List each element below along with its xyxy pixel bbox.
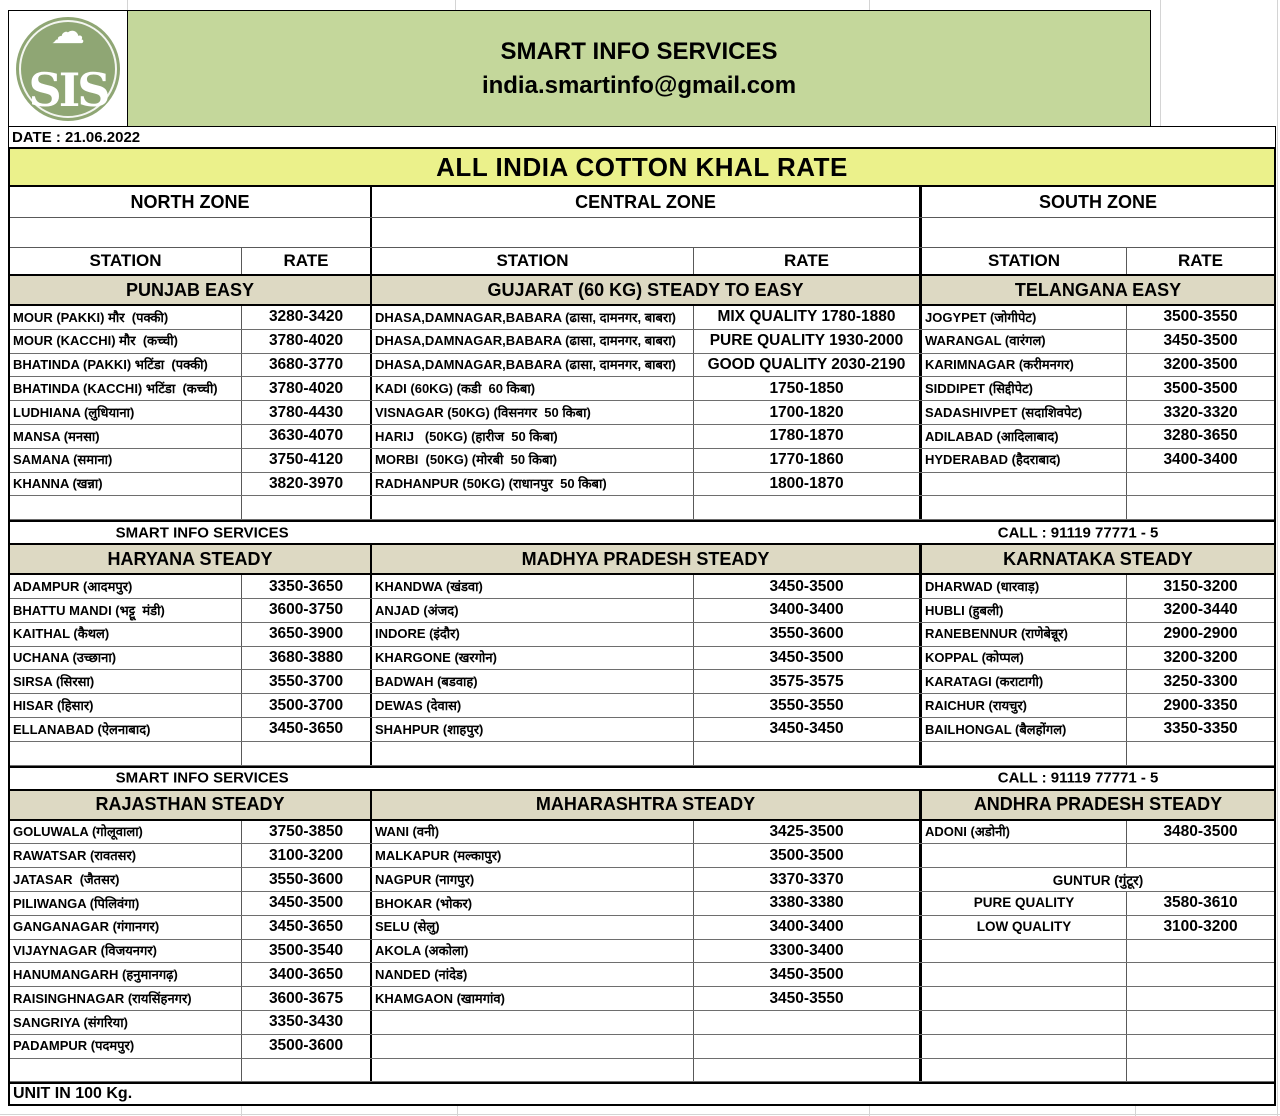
rate-cell bbox=[242, 496, 372, 519]
rate-cell bbox=[694, 496, 922, 519]
rate-cell: 3380-3380 bbox=[694, 892, 922, 915]
rate-cell: 1770-1860 bbox=[694, 449, 922, 472]
rate-cell: 3280-3650 bbox=[1163, 427, 1238, 445]
station-cell bbox=[10, 1059, 242, 1082]
station-cell: KHARGONE (खरगोन) bbox=[372, 647, 694, 670]
station-cell bbox=[922, 940, 1127, 963]
table-row bbox=[10, 940, 1274, 964]
letterhead-text bbox=[128, 11, 1150, 126]
rate-cell: 3780-4020 bbox=[242, 377, 372, 400]
rate-cell: 3200-3500 bbox=[1163, 355, 1238, 373]
spreadsheet-gridline bbox=[1277, 0, 1278, 1116]
station-cell: SADASHIVPET (सदाशिवपेट) bbox=[922, 401, 1127, 424]
section-header-row bbox=[10, 545, 1274, 575]
station-cell: BADWAH (बडवाह) bbox=[372, 670, 694, 693]
rate-cell bbox=[1127, 844, 1274, 867]
table-row bbox=[10, 1011, 1274, 1035]
rate-cell: 3575-3575 bbox=[694, 670, 922, 693]
rate-cell: 3450-3450 bbox=[694, 718, 922, 741]
spacer-row bbox=[10, 218, 1274, 248]
station-cell: KHANDWA (खंडवा) bbox=[372, 575, 694, 598]
rate-cell: 3450-3500 bbox=[694, 647, 922, 670]
rate-cell: 3580-3610 bbox=[1163, 894, 1238, 912]
station-cell bbox=[922, 987, 1127, 1010]
table-row bbox=[10, 306, 1274, 330]
station-cell: BHATINDA (KACCHI) भटिंडा (कच्ची) bbox=[10, 377, 242, 400]
rate-cell: 3500-3500 bbox=[1163, 379, 1238, 397]
section-title: MAHARASHTRA STEADY bbox=[372, 791, 922, 819]
rate-cell: 3300-3400 bbox=[694, 940, 922, 963]
rate-cell: 3450-3500 bbox=[694, 575, 922, 598]
zone-header-row bbox=[10, 187, 1274, 218]
rate-cell: PURE QUALITY 1930-2000 bbox=[694, 330, 922, 353]
table-row bbox=[10, 987, 1274, 1011]
station-cell: GANGANAGAR (गंगानगर) bbox=[10, 916, 242, 939]
station-cell bbox=[10, 496, 242, 519]
rate-cell bbox=[242, 1059, 372, 1082]
spacer-cell bbox=[372, 218, 922, 247]
section-header-row bbox=[10, 791, 1274, 821]
rate-cell: MIX QUALITY 1780-1880 bbox=[694, 306, 922, 329]
company-email: india.smartinfo@gmail.com bbox=[481, 71, 797, 99]
station-cell bbox=[372, 742, 694, 765]
promo-row bbox=[10, 766, 1274, 791]
station-cell: PILIWANGA (पिलिवंगा) bbox=[10, 892, 242, 915]
rate-cell bbox=[1127, 1059, 1274, 1082]
station-cell: SELU (सेलु) bbox=[372, 916, 694, 939]
station-cell bbox=[922, 1059, 1127, 1082]
spreadsheet-gridline bbox=[869, 0, 870, 10]
rate-cell: 1750-1850 bbox=[694, 377, 922, 400]
rate-cell: 3400-3400 bbox=[694, 916, 922, 939]
sis-logo-icon bbox=[16, 12, 120, 121]
rate-cell: 3350-3350 bbox=[1163, 720, 1238, 738]
table-row bbox=[10, 670, 1274, 694]
station-cell: GOLUWALA (गोलूवाला) bbox=[10, 821, 242, 844]
station-cell: ADAMPUR (आदमपुर) bbox=[10, 575, 242, 598]
station-cell: DHASA,DAMNAGAR,BABARA (ढासा, दामनगर, बाबरा) bbox=[372, 354, 694, 377]
station-cell: KADI (60KG) (कडी 60 किबा) bbox=[372, 377, 694, 400]
rate-cell bbox=[1127, 742, 1274, 765]
section-title: TELANGANA EASY bbox=[1014, 279, 1182, 300]
date-label: DATE : 21.06.2022 bbox=[8, 126, 1276, 148]
station-cell bbox=[10, 742, 242, 765]
zone-south: SOUTH ZONE bbox=[1038, 191, 1157, 212]
station-cell: MALKAPUR (मल्कापुर) bbox=[372, 844, 694, 867]
station-cell: KOPPAL (कोप्पल) bbox=[922, 647, 1127, 670]
station-cell bbox=[922, 742, 1127, 765]
promo-cell bbox=[10, 522, 1274, 543]
rate-cell: 3780-4430 bbox=[242, 401, 372, 424]
station-cell: PADAMPUR (पदमपुर) bbox=[10, 1035, 242, 1058]
station-cell: UCHANA (उच्छाना) bbox=[10, 647, 242, 670]
column-header-station: STATION bbox=[372, 248, 694, 274]
table-row bbox=[10, 575, 1274, 599]
station-cell: MANSA (मनसा) bbox=[10, 425, 242, 448]
table-row bbox=[10, 1035, 1274, 1059]
station-cell: WARANGAL (वारंगल) bbox=[922, 330, 1127, 353]
rate-cell: 3680-3770 bbox=[242, 354, 372, 377]
station-cell: ELLANABAD (ऐलनाबाद) bbox=[10, 718, 242, 741]
spreadsheet-gridline bbox=[455, 0, 456, 10]
station-cell: HYDERABAD (हैदराबाद) bbox=[922, 449, 1127, 472]
rate-cell bbox=[1127, 1035, 1274, 1058]
rate-cell: 3450-3550 bbox=[694, 987, 922, 1010]
table-row bbox=[10, 916, 1274, 940]
rate-cell: 3400-3400 bbox=[1163, 451, 1238, 469]
table-row bbox=[10, 354, 1274, 378]
section-title: PUNJAB EASY bbox=[10, 276, 372, 304]
table-row bbox=[10, 742, 1274, 766]
station-cell: KHAMGAON (खामगांव) bbox=[372, 987, 694, 1010]
company-name: SMART INFO SERVICES bbox=[500, 37, 778, 65]
rate-cell: 3550-3550 bbox=[694, 694, 922, 717]
section-header-row bbox=[10, 276, 1274, 306]
rate-cell: 3280-3420 bbox=[242, 306, 372, 329]
station-cell: JOGYPET (जोगीपेट) bbox=[922, 306, 1127, 329]
table-row bbox=[10, 496, 1274, 520]
station-cell: MOUR (KACCHI) मौर (कच्ची) bbox=[10, 330, 242, 353]
station-cell: RADHANPUR (50KG) (राधानपुर 50 किबा) bbox=[372, 473, 694, 496]
zone-north: NORTH ZONE bbox=[10, 187, 372, 217]
table-row bbox=[10, 401, 1274, 425]
rate-sheet bbox=[8, 10, 1276, 1106]
station-cell: RANEBENNUR (राणेबेन्नूर) bbox=[922, 623, 1127, 646]
rate-cell: 3500-3700 bbox=[242, 694, 372, 717]
promo-label: SMART INFO SERVICES bbox=[115, 524, 289, 542]
rate-cell: 3680-3880 bbox=[242, 647, 372, 670]
rate-cell bbox=[1127, 963, 1274, 986]
unit-note: UNIT IN 100 Kg. bbox=[13, 1085, 133, 1103]
table-row bbox=[10, 1059, 1274, 1083]
station-cell: DHASA,DAMNAGAR,BABARA (ढासा, दामनगर, बाबरा) bbox=[372, 330, 694, 353]
station-cell: HUBLI (हुबली) bbox=[922, 599, 1127, 622]
table-row bbox=[10, 821, 1274, 845]
rate-cell: 3780-4020 bbox=[242, 330, 372, 353]
column-header-rate: RATE bbox=[242, 248, 372, 274]
station-cell: SANGRIYA (संगरिया) bbox=[10, 1011, 242, 1034]
rate-cell: 3250-3300 bbox=[1163, 672, 1238, 690]
rate-cell: 3450-3650 bbox=[242, 718, 372, 741]
station-cell: BHOKAR (भोकर) bbox=[372, 892, 694, 915]
station-cell: RAICHUR (रायचुर) bbox=[922, 694, 1127, 717]
table-row bbox=[10, 844, 1274, 868]
rate-cell: 3450-3500 bbox=[694, 963, 922, 986]
rate-cell: 3820-3970 bbox=[242, 473, 372, 496]
station-cell: BAILHONGAL (बैलहोंगल) bbox=[922, 718, 1127, 741]
rate-cell: 3550-3600 bbox=[242, 868, 372, 891]
station-cell bbox=[372, 1011, 694, 1034]
station-cell: MORBI (50KG) (मोरबी 50 किबा) bbox=[372, 449, 694, 472]
rate-cell: 3500-3500 bbox=[694, 844, 922, 867]
rate-cell: 3550-3600 bbox=[694, 623, 922, 646]
station-cell: HANUMANGARH (हनुमानगढ़) bbox=[10, 963, 242, 986]
station-cell: VIJAYNAGAR (विजयनगर) bbox=[10, 940, 242, 963]
rate-cell bbox=[694, 1011, 922, 1034]
station-cell: ADONI (अडोनी) bbox=[922, 821, 1127, 844]
rate-cell: 3750-3850 bbox=[242, 821, 372, 844]
table-row bbox=[10, 623, 1274, 647]
rate-cell: 3200-3200 bbox=[1163, 648, 1238, 666]
letterhead bbox=[8, 10, 1151, 127]
table-row bbox=[10, 449, 1274, 473]
station-cell: PURE QUALITY bbox=[922, 892, 1127, 915]
table-row bbox=[10, 694, 1274, 718]
station-cell: NANDED (नांदेड) bbox=[372, 963, 694, 986]
zone-central: CENTRAL ZONE bbox=[372, 187, 922, 217]
column-header-rate: RATE bbox=[694, 248, 922, 274]
rate-cell: 3200-3440 bbox=[1163, 601, 1238, 619]
station-cell: KAITHAL (कैथल) bbox=[10, 623, 242, 646]
column-header-row bbox=[10, 248, 1274, 276]
rate-cell: 3500-3600 bbox=[242, 1035, 372, 1058]
station-cell: DEWAS (देवास) bbox=[372, 694, 694, 717]
station-cell: SIRSA (सिरसा) bbox=[10, 670, 242, 693]
station-cell: VISNAGAR (50KG) (विसनगर 50 किबा) bbox=[372, 401, 694, 424]
station-cell: INDORE (इंदौर) bbox=[372, 623, 694, 646]
page-title: ALL INDIA COTTON KHAL RATE bbox=[8, 147, 1276, 187]
rate-cell: 2900-2900 bbox=[1163, 625, 1238, 643]
rate-cell: 1780-1870 bbox=[694, 425, 922, 448]
station-cell bbox=[922, 473, 1127, 496]
rate-cell bbox=[1127, 1011, 1274, 1034]
station-cell: BHATINDA (PAKKI) भटिंडा (पक्की) bbox=[10, 354, 242, 377]
spacer-cell bbox=[922, 218, 1274, 247]
station-cell: SAMANA (समाना) bbox=[10, 449, 242, 472]
station-cell: HISAR (हिसार) bbox=[10, 694, 242, 717]
table-row bbox=[10, 892, 1274, 916]
station-cell: BHATTU MANDI (भट्टू मंडी) bbox=[10, 599, 242, 622]
station-cell bbox=[922, 1035, 1127, 1058]
station-cell: SIDDIPET (सिद्दीपेट) bbox=[922, 377, 1127, 400]
station-cell: MOUR (PAKKI) मौर (पक्की) bbox=[10, 306, 242, 329]
rate-cell bbox=[1127, 496, 1274, 519]
station-cell: WANI (वनी) bbox=[372, 821, 694, 844]
table-row bbox=[10, 473, 1274, 497]
station-cell: KARIMNAGAR (करीमनगर) bbox=[922, 354, 1127, 377]
table-row bbox=[10, 963, 1274, 987]
station-cell: SHAHPUR (शाहपुर) bbox=[372, 718, 694, 741]
section-title: GUJARAT (60 KG) STEADY TO EASY bbox=[372, 276, 922, 304]
station-cell bbox=[372, 496, 694, 519]
rate-cell: 3400-3650 bbox=[242, 963, 372, 986]
table-row bbox=[10, 330, 1274, 354]
rate-cell: 3320-3320 bbox=[1163, 403, 1238, 421]
section-title: ANDHRA PRADESH STEADY bbox=[973, 794, 1223, 815]
rate-cell bbox=[242, 742, 372, 765]
table-row bbox=[10, 425, 1274, 449]
station-cell: RAWATSAR (रावतसर) bbox=[10, 844, 242, 867]
promo-row bbox=[10, 520, 1274, 545]
promo-label: SMART INFO SERVICES bbox=[115, 769, 289, 787]
rate-cell: 3450-3650 bbox=[242, 916, 372, 939]
rate-cell: 3630-4070 bbox=[242, 425, 372, 448]
station-cell: HARIJ (50KG) (हारीज 50 किबा) bbox=[372, 425, 694, 448]
rate-cell: 3500-3550 bbox=[1163, 308, 1238, 326]
rate-cell bbox=[1127, 940, 1274, 963]
section-title: KARNATAKA STEADY bbox=[1003, 548, 1193, 569]
spreadsheet-gridline bbox=[127, 0, 128, 10]
station-cell: LUDHIANA (लुधियाना) bbox=[10, 401, 242, 424]
station-cell bbox=[922, 496, 1127, 519]
rate-cell: 3350-3430 bbox=[242, 1011, 372, 1034]
station-cell: KARATAGI (कराटागी) bbox=[922, 670, 1127, 693]
table-row bbox=[10, 868, 1274, 892]
rate-cell: 3750-4120 bbox=[242, 449, 372, 472]
section-title: MADHYA PRADESH STEADY bbox=[372, 545, 922, 573]
rate-cell: 3100-3200 bbox=[242, 844, 372, 867]
logo bbox=[9, 11, 128, 126]
rate-cell: 3350-3650 bbox=[242, 575, 372, 598]
rate-cell: 3480-3500 bbox=[1163, 822, 1238, 840]
table-row bbox=[10, 718, 1274, 742]
rate-cell: 3370-3370 bbox=[694, 868, 922, 891]
rate-cell bbox=[694, 1059, 922, 1082]
rate-cell: 3400-3400 bbox=[694, 599, 922, 622]
rate-cell: 3150-3200 bbox=[1163, 577, 1238, 595]
station-cell: ADILABAD (आदिलाबाद) bbox=[922, 425, 1127, 448]
promo-cell bbox=[10, 768, 1274, 789]
rate-table-body bbox=[10, 276, 1274, 1082]
spreadsheet-gridline bbox=[0, 1114, 1280, 1115]
rate-cell: 3450-3500 bbox=[242, 892, 372, 915]
column-header-station: STATION bbox=[922, 248, 1127, 274]
unit-note-row bbox=[10, 1082, 1274, 1104]
table-row bbox=[10, 599, 1274, 623]
station-cell: NAGPUR (नागपुर) bbox=[372, 868, 694, 891]
rate-cell bbox=[1127, 473, 1274, 496]
rate-cell: 3550-3700 bbox=[242, 670, 372, 693]
station-cell: DHARWAD (धारवाड़) bbox=[922, 575, 1127, 598]
table-row bbox=[10, 647, 1274, 671]
rate-cell: 1700-1820 bbox=[694, 401, 922, 424]
rate-cell: 3100-3200 bbox=[1163, 918, 1238, 936]
column-header-station: STATION bbox=[10, 248, 242, 274]
station-cell: KHANNA (खन्ना) bbox=[10, 473, 242, 496]
rate-table bbox=[8, 185, 1276, 1106]
station-cell bbox=[922, 1011, 1127, 1034]
table-row bbox=[10, 377, 1274, 401]
rate-cell: 3500-3540 bbox=[242, 940, 372, 963]
station-cell: JATASAR (जैतसर) bbox=[10, 868, 242, 891]
rate-cell bbox=[694, 742, 922, 765]
rate-cell: 3425-3500 bbox=[694, 821, 922, 844]
logo-monogram: SIS bbox=[28, 62, 108, 117]
rate-cell bbox=[694, 1035, 922, 1058]
call-number: CALL : 91119 77771 - 5 bbox=[997, 524, 1159, 542]
station-cell bbox=[922, 963, 1127, 986]
rate-cell: 3450-3500 bbox=[1163, 332, 1238, 350]
cotton-flower-icon: ☁ bbox=[51, 12, 85, 51]
spacer-cell bbox=[10, 218, 372, 247]
rate-cell: 1800-1870 bbox=[694, 473, 922, 496]
station-cell: DHASA,DAMNAGAR,BABARA (ढासा, दामनगर, बाबरा) bbox=[372, 306, 694, 329]
rate-cell: 3650-3900 bbox=[242, 623, 372, 646]
section-title: HARYANA STEADY bbox=[10, 545, 372, 573]
station-cell: LOW QUALITY bbox=[922, 916, 1127, 939]
station-cell: ANJAD (अंजद) bbox=[372, 599, 694, 622]
station-cell bbox=[372, 1035, 694, 1058]
station-cell bbox=[922, 844, 1127, 867]
column-header-rate: RATE bbox=[1177, 251, 1223, 270]
call-number: CALL : 91119 77771 - 5 bbox=[997, 769, 1159, 787]
station-cell: AKOLA (अकोला) bbox=[372, 940, 694, 963]
rate-cell: 2900-3350 bbox=[1163, 696, 1238, 714]
section-title: RAJASTHAN STEADY bbox=[10, 791, 372, 819]
merged-station-cell: GUNTUR (गुंटूर) bbox=[1052, 872, 1144, 888]
rate-cell: 3600-3675 bbox=[242, 987, 372, 1010]
station-cell: RAISINGHNAGAR (रायसिंहनगर) bbox=[10, 987, 242, 1010]
rate-cell: 3600-3750 bbox=[242, 599, 372, 622]
rate-cell bbox=[1127, 987, 1274, 1010]
rate-cell: GOOD QUALITY 2030-2190 bbox=[694, 354, 922, 377]
station-cell bbox=[372, 1059, 694, 1082]
